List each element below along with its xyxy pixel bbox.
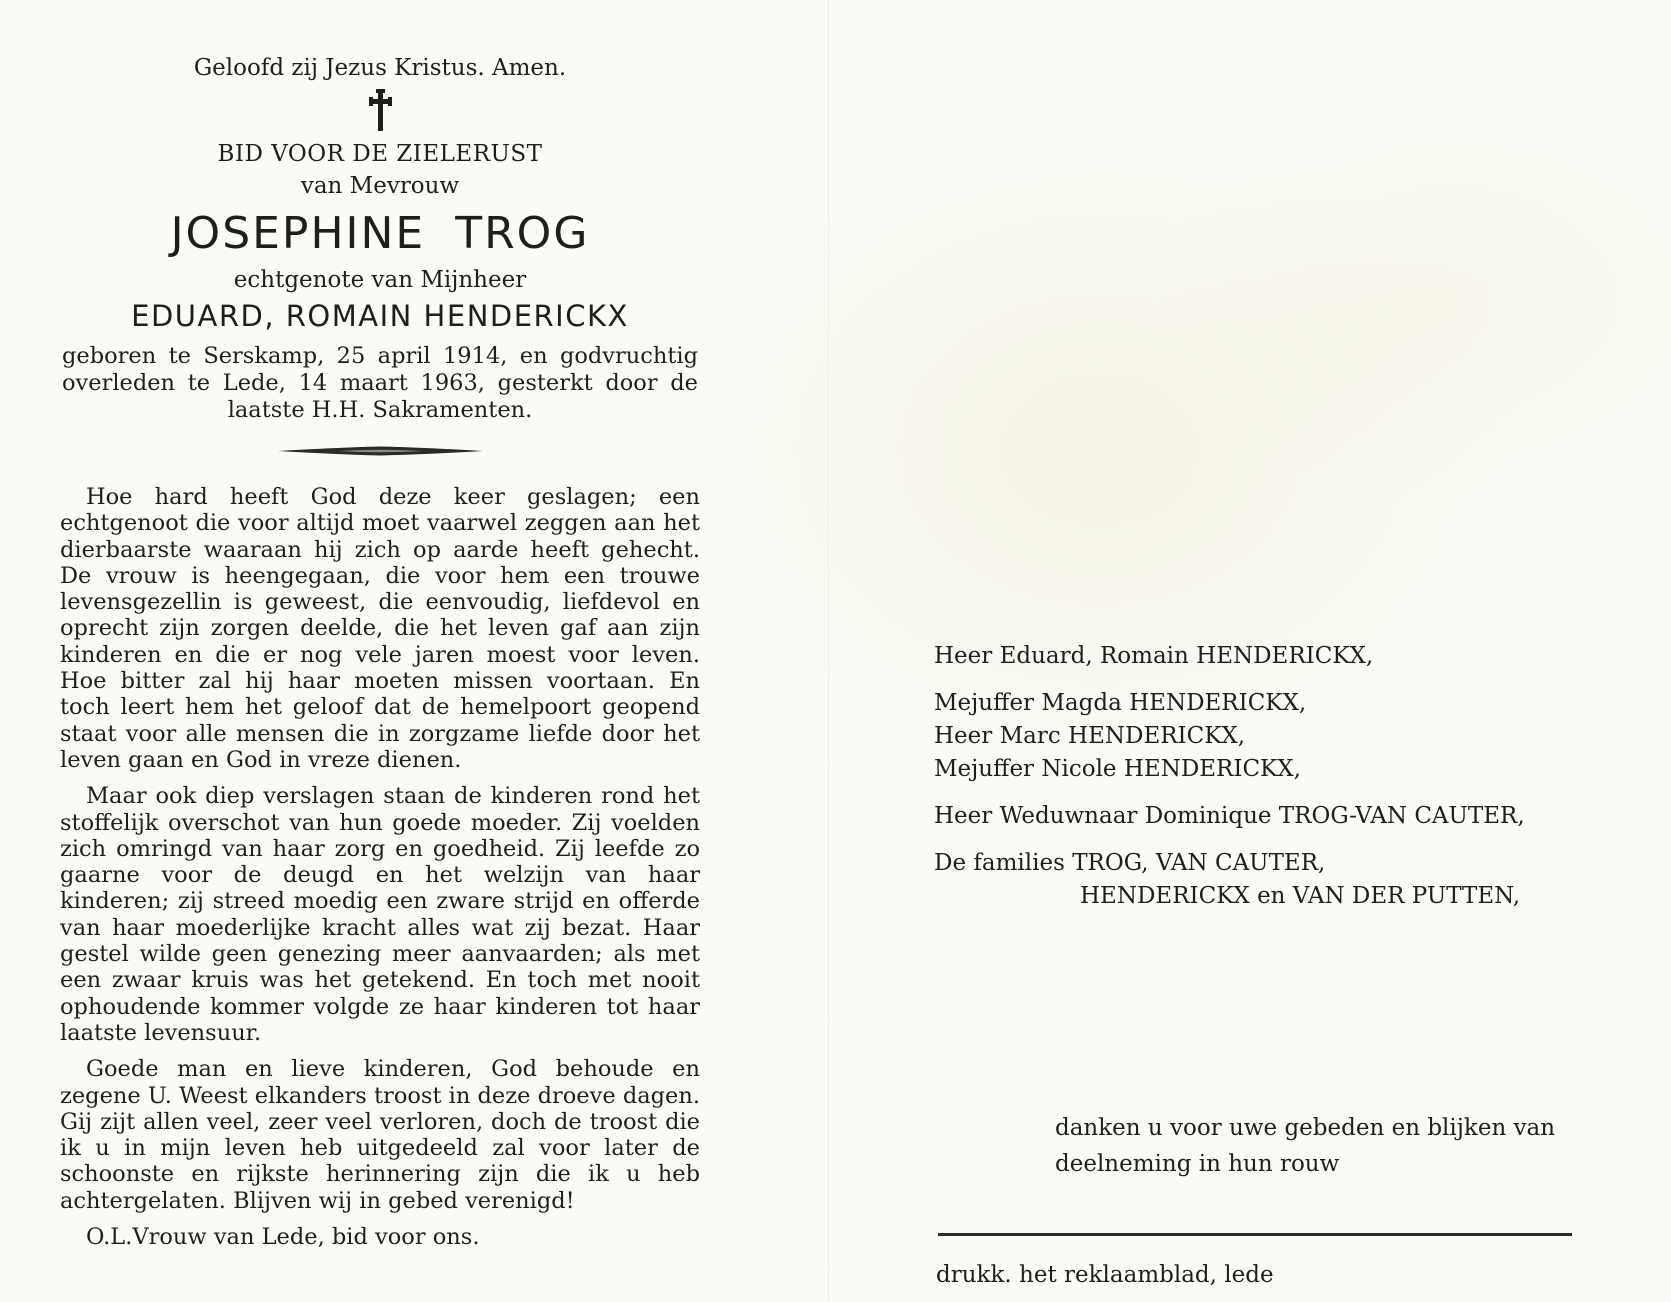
eulogy-paragraph: Goede man en lieve kinderen, God behoude en zegene U. Weest elkanders troost in deze droeve dagen. Gij zijt allen veel, zeer veel verloren, doch de troost die ik u in mijn leven heb uitgedeeld zal voor later de schoonste en rijkste herinnering zijn die ik u heb achtergelaten. Blijven wij in gebed verenigd! bbox=[60, 1056, 700, 1214]
pray-heading: BID VOOR DE ZIELERUST bbox=[217, 141, 543, 167]
memorial-card-right-panel bbox=[934, 640, 1584, 913]
honorific: van Mevrouw bbox=[300, 173, 460, 199]
mourner-line: HENDERICKX en VAN DER PUTTEN, bbox=[1080, 883, 1521, 909]
mourner-line: Mejuffer Nicole HENDERICKX, bbox=[934, 756, 1301, 782]
eulogy-paragraph: Hoe hard heeft God deze keer geslagen; een echtgenoot die voor altijd moet vaarwel zeggen aan het dierbaarste waaraan hij zich op aarde heeft gehecht. De vrouw is heengegaan, die voor hem een trouwe levensgezellin is geweest, die eenvoudig, liefdevol en oprecht zijn zorgen deelde, die het leven gaf aan zijn kinderen en die er nog vele jaren moest voor leven. Hoe bitter zal hij haar moeten missen voortaan. En toch leert hem het geloof dat de hemelpoort geopend staat voor alle mensen die in zorgzame liefde door het leven gaan en God in vreze dienen. bbox=[60, 484, 700, 773]
ornamental-divider bbox=[278, 446, 483, 456]
eulogy-paragraph: Maar ook diep verslagen staan de kinderen rond het stoffelijk overschot van hun goede moeder. Zij voelden zich omringd van haar zorg en goedheid. Zij leefde zo gaarne voor de deugd en het welzijn van haar kinderen; zij streed moedig een zware strijd en offerde van haar moederlijke kracht alles wat zij bezat. Haar gestel wilde geen genezing meer aanvaarden; als met een zwaar kruis was het getekend. En toch met nooit ophoudende kommer volgde ze haar kinderen tot haar laatste levensuur. bbox=[60, 783, 700, 1046]
eulogy-text bbox=[60, 484, 700, 1214]
deceased-name bbox=[60, 205, 700, 263]
mourner-line: Heer Weduwnaar Dominique TROG-VAN CAUTER, bbox=[934, 803, 1525, 829]
cross-icon bbox=[367, 88, 393, 132]
divider-container bbox=[60, 446, 700, 456]
birth-death-info: geboren te Serskamp, 25 april 1914, en godvruchtig overleden te Lede, 14 maart 1963, gesterkt door de laatste H.H. Sakramenten. bbox=[62, 343, 698, 423]
invocation: Geloofd zij Jezus Kristus. Amen. bbox=[193, 55, 567, 81]
mourner-line: Heer Marc HENDERICKX, bbox=[934, 723, 1246, 749]
deceased-last-name: TROG bbox=[455, 208, 590, 259]
mourner-line: De families TROG, VAN CAUTER, bbox=[934, 850, 1326, 876]
thanks-line-1: danken u voor uwe gebeden en blijken van bbox=[1055, 1115, 1556, 1141]
thanks-line-2: deelneming in hun rouw bbox=[1055, 1151, 1340, 1177]
deceased-first-name: JOSEPHINE bbox=[170, 208, 426, 259]
closing-prayer: O.L.Vrouw van Lede, bid voor ons. bbox=[86, 1224, 480, 1251]
printer-credit: drukk. het reklaamblad, lede bbox=[936, 1262, 1274, 1288]
cross-container bbox=[60, 81, 700, 139]
wife-of-label: echtgenote van Mijnheer bbox=[233, 267, 527, 293]
thanks-message bbox=[1055, 1110, 1555, 1182]
mourner-line: Mejuffer Magda HENDERICKX, bbox=[934, 690, 1307, 716]
memorial-card-left-panel bbox=[60, 50, 700, 1250]
horizontal-rule bbox=[938, 1233, 1572, 1236]
mourner-line: Heer Eduard, Romain HENDERICKX, bbox=[934, 643, 1374, 669]
husband-name: EDUARD, ROMAIN HENDERICKX bbox=[131, 299, 629, 333]
card-fold-line bbox=[828, 0, 830, 1302]
